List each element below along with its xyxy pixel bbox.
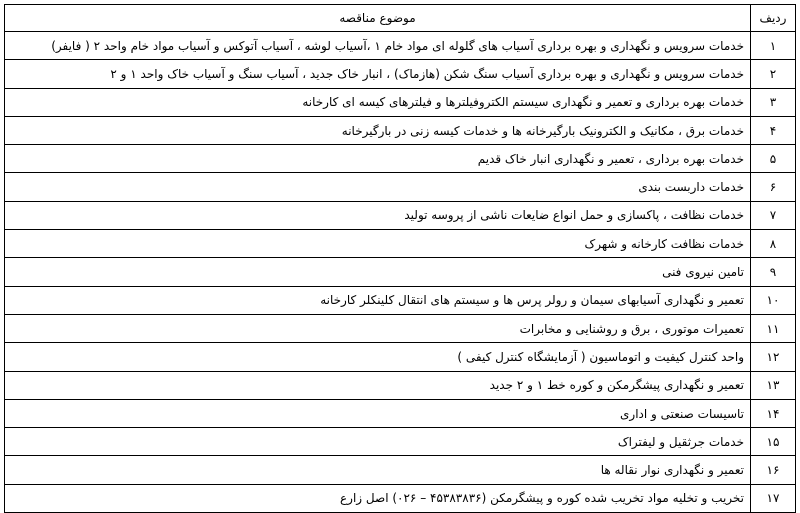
subject-cell: واحد کنترل کیفیت و اتوماسیون ( آزمایشگاه کنترل کیفی ) xyxy=(5,343,751,371)
subject-cell: خدمات بهره برداری ، تعمیر و نگهداری انبار خاک قدیم xyxy=(5,145,751,173)
row-number-cell: ۱ xyxy=(751,32,796,60)
row-number-cell: ۹ xyxy=(751,258,796,286)
subject-cell: تعمیر و نگهداری نوار نقاله ها xyxy=(5,456,751,484)
row-number-cell: ۱۴ xyxy=(751,399,796,427)
header-subject: موضوع مناقصه xyxy=(5,5,751,32)
row-number-cell: ۵ xyxy=(751,145,796,173)
table-row xyxy=(5,60,796,88)
row-number-cell: ۷ xyxy=(751,201,796,229)
table-row xyxy=(5,286,796,314)
row-number-cell: ۱۶ xyxy=(751,456,796,484)
header-row-number: ردیف xyxy=(751,5,796,32)
row-number-cell: ۱۱ xyxy=(751,314,796,342)
table-row xyxy=(5,116,796,144)
subject-cell: تخریب و تخلیه مواد تخریب شده کوره و پیشگرمکن (۴۵۳۸۳۸۳۶ – ۰۲۶) اصل زارع xyxy=(5,484,751,512)
table-row xyxy=(5,343,796,371)
subject-cell: خدمات نظافت ، پاکسازی و حمل انواع ضایعات ناشی از پروسه تولید xyxy=(5,201,751,229)
table-row xyxy=(5,145,796,173)
table-row xyxy=(5,371,796,399)
row-number-cell: ۸ xyxy=(751,230,796,258)
row-number-cell: ۱۲ xyxy=(751,343,796,371)
subject-cell: تامین نیروی فنی xyxy=(5,258,751,286)
table-row xyxy=(5,201,796,229)
tender-table-container xyxy=(4,4,796,513)
row-number-cell: ۳ xyxy=(751,88,796,116)
table-row xyxy=(5,88,796,116)
subject-cell: خدمات جرثقیل و لیفتراک xyxy=(5,428,751,456)
row-number-cell: ۱۰ xyxy=(751,286,796,314)
subject-cell: تعمیرات موتوری ، برق و روشنایی و مخابرات xyxy=(5,314,751,342)
subject-cell: تعمیر و نگهداری پیشگرمکن و کوره خط ۱ و ۲ جدید xyxy=(5,371,751,399)
table-row xyxy=(5,230,796,258)
subject-cell: خدمات نظافت کارخانه و شهرک xyxy=(5,230,751,258)
table-body xyxy=(5,32,796,513)
row-number-cell: ۴ xyxy=(751,116,796,144)
subject-cell: خدمات بهره برداری و تعمیر و نگهداری سیستم الکتروفیلترها و فیلترهای کیسه ای کارخانه xyxy=(5,88,751,116)
subject-cell: خدمات سرویس و نگهداری و بهره برداری آسیاب های گلوله ای مواد خام ۱ ،آسیاب لوشه ، آسیاب آتوکس و آسیاب مواد خام واحد ۲ ( فایفر) xyxy=(5,32,751,60)
row-number-cell: ۶ xyxy=(751,173,796,201)
table-row xyxy=(5,484,796,512)
table-row xyxy=(5,173,796,201)
table-row xyxy=(5,314,796,342)
subject-cell: خدمات سرویس و نگهداری و بهره برداری آسیاب سنگ شکن (هازماک) ، انبار خاک جدید ، آسیاب سنگ و آسیاب خاک واحد ۱ و ۲ xyxy=(5,60,751,88)
table-row xyxy=(5,258,796,286)
row-number-cell: ۱۳ xyxy=(751,371,796,399)
tender-table xyxy=(4,4,796,513)
subject-cell: تعمیر و نگهداری آسیابهای سیمان و رولر پرس ها و سیستم های انتقال کلینکلر کارخانه xyxy=(5,286,751,314)
subject-cell: خدمات برق ، مکانیک و الکترونیک بارگیرخانه ها و خدمات کیسه زنی در بارگیرخانه xyxy=(5,116,751,144)
table-row xyxy=(5,456,796,484)
table-row xyxy=(5,399,796,427)
table-header-row xyxy=(5,5,796,32)
row-number-cell: ۲ xyxy=(751,60,796,88)
table-row xyxy=(5,32,796,60)
subject-cell: تاسیسات صنعتی و اداری xyxy=(5,399,751,427)
table-row xyxy=(5,428,796,456)
row-number-cell: ۱۵ xyxy=(751,428,796,456)
subject-cell: خدمات داربست بندی xyxy=(5,173,751,201)
row-number-cell: ۱۷ xyxy=(751,484,796,512)
